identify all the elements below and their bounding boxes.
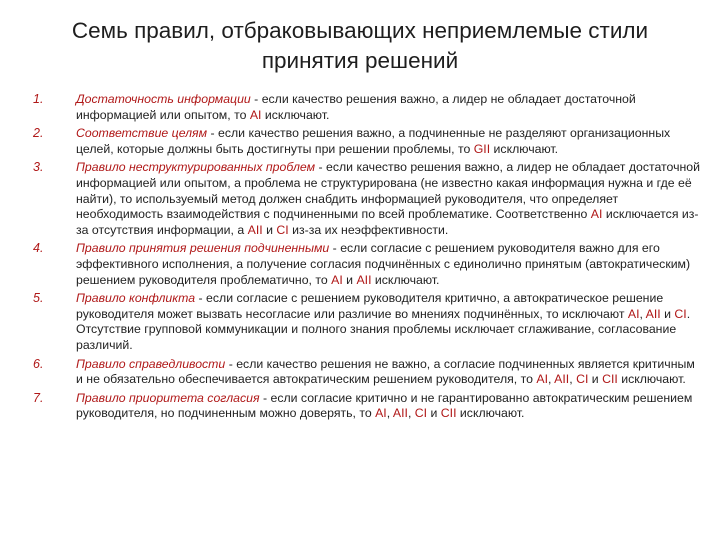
rule-name: Достаточность информации [76, 92, 251, 106]
rule-item [0, 160, 720, 238]
rule-body-text: исключают. [490, 141, 559, 156]
style-code: AI [536, 372, 549, 387]
rule-body-text: - если качество решения важно, а лидер не обладает достаточной информацией или опытом, то [76, 92, 636, 122]
style-code: AII [356, 272, 372, 287]
rule-name: Правило приоритета согласия [76, 390, 260, 405]
rule-text [76, 160, 702, 238]
style-code: CI [674, 306, 687, 321]
rule-body-text: - если согласие с решением руководителя важно для его эффективного исполнения, а получение согласия подчинённых с единолично принятым (автократическим) решением руководителя проблематично, то [76, 241, 691, 287]
rule-body-text: и [427, 406, 441, 421]
style-code: CII [440, 406, 457, 421]
rule-item [0, 92, 720, 123]
rule-body-text: , [569, 372, 577, 387]
rule-body-text: - если качество решения важно, а подчиненные не разделяют организационных целей, которые должны быть достигнуты при решении проблемы, то [76, 126, 671, 156]
rule-text [76, 241, 702, 288]
rule-body-text: и [262, 222, 277, 237]
rule-number: 4. [33, 241, 44, 256]
rule-number: 7. [33, 390, 44, 405]
rule-body-text: исключают. [456, 406, 525, 421]
style-code: AII [645, 306, 661, 321]
rule-body-text: из-за их неэффективности. [288, 222, 449, 237]
rule-body-text: , [407, 406, 415, 421]
rule-text [76, 357, 702, 388]
style-code: AI [375, 406, 387, 421]
rule-number: 6. [33, 356, 44, 371]
style-code: AI [331, 272, 343, 287]
rule-body-text: - если согласие с решением руководителя критично, а автократическое решение руководителя может вызвать несогласие или различие во мнениях подчинённых, то исключают [76, 291, 664, 321]
rule-name: Правило неструктурированных проблем [76, 160, 316, 175]
style-code: CI [276, 222, 289, 237]
rule-body-text: - если качество решения не важно, а согласие подчиненных является критичным и не обязательно обеспечивается автократическим решением руководителя, то [76, 356, 695, 387]
rule-body-text: и [588, 372, 603, 387]
rule-number: 3. [33, 160, 44, 175]
rule-item [0, 126, 720, 157]
rule-body-text: исключается из-за отсутствия информации, а [76, 207, 699, 237]
rule-body-text: . Отсутствие групповой коммуникации и полного знания проблемы исключает сглаживание, согласование различий. [76, 306, 691, 352]
rule-body-text: - если качество решения важно, а лидер не обладает достаточной информацией или опытом, а проблема не структурирована (не известно какая информация нужна и где её найти), то используемый метод должен снабдить информацией руководителя, что определяет необходимость взаимодействия с подчиненными по всей проблематике. Соответственно [76, 160, 701, 222]
rule-name: Правило справедливости [76, 356, 226, 371]
style-code: CI [576, 372, 589, 387]
style-code: CI [414, 406, 428, 421]
rule-item [0, 291, 720, 353]
rule-text [76, 391, 702, 422]
rules-list [0, 92, 720, 425]
rule-body-text: и [342, 272, 357, 287]
rule-item [0, 391, 720, 422]
style-code: AI [249, 107, 262, 122]
rule-item [0, 241, 720, 288]
rule-body-text: - если согласие критично и не гарантированно автократическим решением руководителя, но подчиненным можно доверять, то [76, 390, 693, 421]
style-code: CII [602, 372, 618, 387]
rule-text [76, 126, 702, 157]
rule-number: 5. [33, 291, 44, 306]
style-code: AII [392, 406, 408, 421]
rule-name: Соответствие целям [76, 126, 208, 141]
style-code: AII [554, 372, 570, 387]
rule-body-text: и [660, 306, 675, 321]
rule-name: Правило конфликта [76, 291, 196, 306]
rule-item [0, 357, 720, 388]
rule-name: Правило принятия решения подчиненными [76, 241, 330, 256]
style-code: GII [473, 141, 491, 156]
rule-body-text: , [548, 372, 555, 387]
style-code: AI [627, 306, 640, 321]
rule-body-text: , [386, 406, 393, 421]
rule-body-text: исключают. [371, 272, 440, 287]
rule-body-text: исключают. [261, 107, 330, 122]
style-code: AI [590, 207, 603, 222]
rule-body-text: , [639, 306, 646, 321]
rule-number: 2. [33, 126, 44, 141]
rule-text [76, 291, 702, 353]
page-title: Семь правил, отбраковывающих неприемлемые стили принятия решений [71, 18, 649, 73]
rule-text [76, 92, 702, 123]
style-code: AII [247, 222, 263, 237]
rule-number: 1. [33, 92, 44, 106]
rule-body-text: исключают. [617, 372, 686, 387]
